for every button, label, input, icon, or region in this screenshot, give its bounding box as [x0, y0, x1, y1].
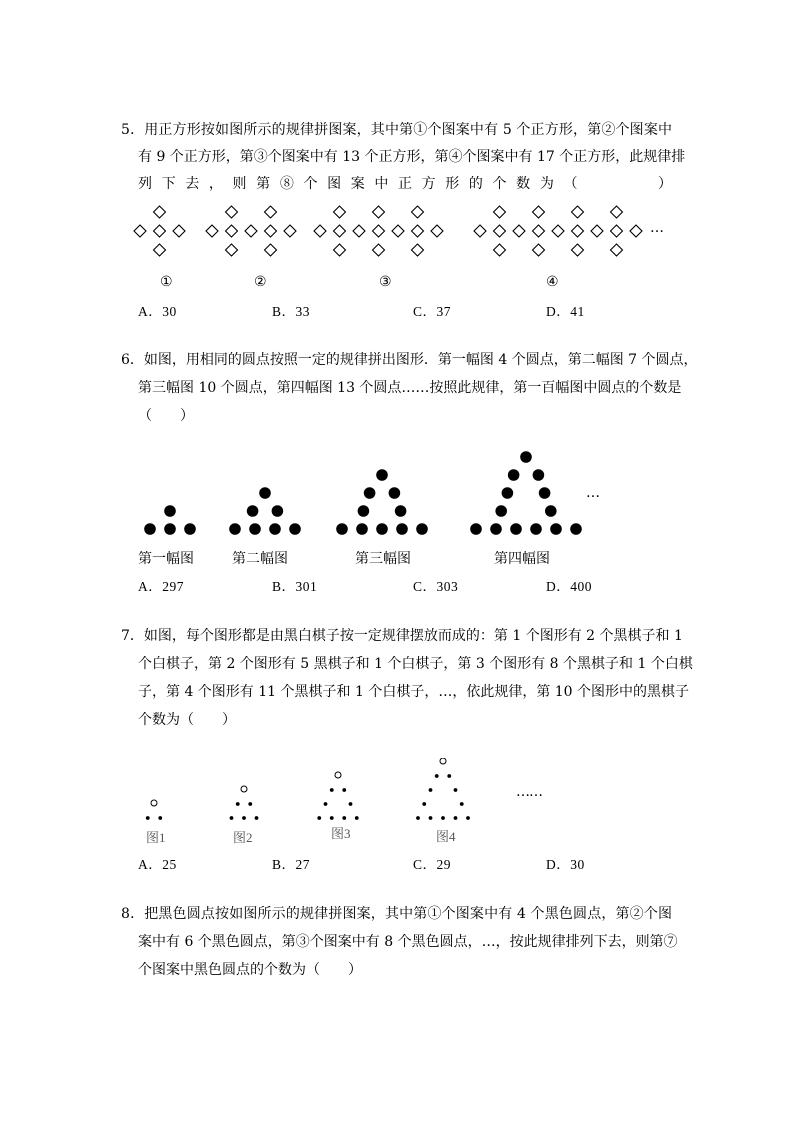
q5-option-d[interactable]: D．41 — [546, 304, 585, 319]
q6-figure-3 — [336, 469, 428, 535]
diamond-square — [513, 225, 525, 237]
q8-line-2: 案中有 6 个黑色圆点，第③个图案中有 8 个黑色圆点，…，按此规律排列下去，则第⑦ — [138, 934, 678, 950]
diamond-square — [334, 244, 346, 256]
q7-caption-4: 图4 — [436, 829, 456, 844]
black-piece — [355, 816, 359, 820]
diamond-square — [392, 225, 404, 237]
q6-figure-1 — [144, 505, 196, 535]
diamond-square — [533, 206, 545, 218]
diamond-square — [611, 225, 623, 237]
diamond-square — [373, 225, 385, 237]
q6-option-a[interactable]: A．297 — [138, 579, 184, 594]
q6-option-b[interactable]: B．301 — [272, 579, 318, 594]
black-dot — [247, 505, 259, 517]
diamond-square — [265, 206, 277, 218]
black-dot — [164, 505, 176, 517]
q7-line-4: 个数为（ ） — [138, 712, 236, 728]
q6-dot-triangles — [140, 430, 590, 542]
diamond-square — [611, 206, 623, 218]
q5-pattern-4 — [474, 206, 642, 256]
black-dot — [164, 523, 176, 535]
black-piece — [255, 816, 259, 820]
black-dot — [229, 523, 241, 535]
black-dot — [249, 523, 261, 535]
diamond-square — [431, 225, 443, 237]
q7-option-d[interactable]: D．30 — [546, 857, 585, 872]
diamond-square — [314, 225, 326, 237]
diamond-square — [533, 225, 545, 237]
q6-caption-4: 第四幅图 — [494, 551, 550, 567]
black-dot — [416, 523, 428, 535]
black-piece — [454, 788, 458, 792]
q5-ellipsis: … — [650, 220, 664, 236]
diamond-square — [206, 225, 218, 237]
black-dot — [533, 469, 545, 481]
q6-line-2: 第三幅图 10 个圆点，第四幅图 13 个圆点……按照此规律，第一百幅图中圆点的个数是 — [138, 380, 682, 396]
black-piece — [349, 802, 353, 806]
black-piece — [447, 774, 451, 778]
q6-caption-1: 第一幅图 — [138, 551, 194, 567]
q7-figure-2 — [230, 786, 259, 820]
q5-line-1: 5．用正方形按如图所示的规律拼图案，其中第①个图案中有 5 个正方形，第②个图案中 — [121, 122, 672, 138]
q7-option-a[interactable]: A．25 — [138, 857, 177, 872]
black-dot — [336, 523, 348, 535]
q7-caption-3: 图3 — [331, 826, 351, 841]
black-dot — [510, 523, 522, 535]
black-dot — [184, 523, 196, 535]
black-piece — [330, 788, 334, 792]
black-piece — [158, 816, 162, 820]
black-dot — [520, 451, 532, 463]
q6-option-c[interactable]: C．303 — [413, 579, 459, 594]
black-piece — [416, 816, 420, 820]
diamond-square — [226, 244, 238, 256]
diamond-square — [494, 225, 506, 237]
diamond-square — [474, 225, 486, 237]
q5-label-1: ① — [160, 274, 173, 290]
diamond-square — [611, 244, 623, 256]
black-dot — [259, 487, 271, 499]
black-piece — [236, 802, 240, 806]
q6-caption-2: 第二幅图 — [232, 551, 288, 567]
black-dot — [395, 505, 407, 517]
black-piece — [330, 816, 334, 820]
q5-line-3: 列下去，则第⑧个图案中正方形的个数为（ ） — [138, 176, 672, 192]
q8-line-1: 8．把黑色圆点按如图所示的规律拼图案，其中第①个图案中有 4 个黑色圆点，第②个图 — [121, 906, 672, 922]
q7-option-b[interactable]: B．27 — [272, 857, 311, 872]
diamond-square — [154, 206, 166, 218]
black-dot — [144, 523, 156, 535]
black-dot — [356, 523, 368, 535]
white-piece — [440, 758, 446, 764]
black-dot — [539, 487, 551, 499]
black-piece — [146, 816, 150, 820]
q7-line-2: 个白棋子，第 2 个图形有 5 黑棋子和 1 个白棋子，第 3 个图形有 8 个黑棋子和 1 个白棋 — [138, 656, 693, 672]
q5-diamond-patterns — [130, 198, 670, 268]
q5-label-2: ② — [254, 274, 267, 290]
black-dot — [289, 523, 301, 535]
black-piece — [429, 816, 433, 820]
q7-line-1: 7．如图，每个图形都是由黑白棋子按一定规律摆放而成的：第 1 个图形有 2 个黑棋子和 1 — [121, 628, 683, 644]
q7-line-3: 子，第 4 个图形有 11 个黑棋子和 1 个白棋子，…，依此规律，第 10 个图形中的黑棋子 — [138, 684, 690, 700]
black-dot — [495, 505, 507, 517]
q7-ellipsis: …… — [516, 784, 542, 800]
diamond-square — [226, 225, 238, 237]
diamond-square — [226, 206, 238, 218]
q5-pattern-3 — [314, 206, 443, 256]
diamond-square — [284, 225, 296, 237]
q5-pattern-2 — [206, 206, 296, 256]
black-dot — [269, 523, 281, 535]
q7-caption-2: 图2 — [233, 830, 253, 845]
black-piece — [242, 816, 246, 820]
black-dot — [545, 505, 557, 517]
white-piece — [241, 786, 247, 792]
diamond-square — [494, 244, 506, 256]
diamond-square — [134, 225, 146, 237]
diamond-square — [154, 244, 166, 256]
diamond-square — [265, 225, 277, 237]
q5-pattern-1 — [134, 206, 185, 256]
black-dot — [502, 487, 514, 499]
q5-line-2: 有 9 个正方形，第③个图案中有 13 个正方形，第④个图案中有 17 个正方形，此规律排 — [138, 149, 686, 165]
black-dot — [530, 523, 542, 535]
q8-line-3: 个图案中黑色圆点的个数为（ ） — [138, 962, 362, 978]
diamond-square — [334, 225, 346, 237]
diamond-square — [265, 244, 277, 256]
black-piece — [342, 788, 346, 792]
diamond-square — [353, 225, 365, 237]
black-piece — [441, 816, 445, 820]
q6-ellipsis: … — [586, 485, 600, 501]
q6-figure-2 — [229, 487, 301, 535]
diamond-square — [373, 244, 385, 256]
q7-figure-4 — [416, 758, 470, 820]
black-dot — [376, 523, 388, 535]
black-dot — [396, 523, 408, 535]
diamond-square — [572, 244, 584, 256]
black-dot — [490, 523, 502, 535]
q6-figure-4 — [470, 451, 582, 535]
black-dot — [358, 505, 370, 517]
diamond-square — [572, 206, 584, 218]
diamond-square — [412, 206, 424, 218]
diamond-square — [173, 225, 185, 237]
q6-line-3: （ ） — [138, 408, 194, 424]
black-piece — [324, 802, 328, 806]
diamond-square — [334, 206, 346, 218]
black-dot — [550, 523, 562, 535]
q7-figure-1 — [146, 800, 162, 820]
black-piece — [342, 816, 346, 820]
black-piece — [429, 788, 433, 792]
black-dot — [389, 487, 401, 499]
black-dot — [272, 505, 284, 517]
black-piece — [230, 816, 234, 820]
black-dot — [570, 523, 582, 535]
diamond-square — [412, 244, 424, 256]
q7-chess-pieces — [130, 758, 570, 824]
diamond-square — [572, 225, 584, 237]
black-dot — [470, 523, 482, 535]
q5-option-c[interactable]: C．37 — [413, 304, 452, 319]
white-piece — [335, 772, 341, 778]
black-dot — [508, 469, 520, 481]
diamond-square — [245, 225, 257, 237]
q5-label-4: ④ — [546, 274, 559, 290]
black-piece — [435, 774, 439, 778]
diamond-square — [591, 225, 603, 237]
q5-label-3: ③ — [379, 274, 392, 290]
black-dot — [364, 487, 376, 499]
q6-line-1: 6．如图，用相同的圆点按照一定的规律拼出图形．第一幅图 4 个圆点，第二幅图 7 个圆点， — [121, 352, 698, 368]
white-piece — [151, 800, 157, 806]
q7-option-c[interactable]: C．29 — [413, 857, 452, 872]
q7-figure-3 — [317, 772, 358, 820]
q6-caption-3: 第三幅图 — [355, 551, 411, 567]
diamond-square — [154, 225, 166, 237]
diamond-square — [552, 225, 564, 237]
black-dot — [376, 469, 388, 481]
black-piece — [466, 816, 470, 820]
black-piece — [317, 816, 321, 820]
diamond-square — [494, 206, 506, 218]
black-piece — [454, 816, 458, 820]
q5-option-b[interactable]: B．33 — [272, 304, 311, 319]
black-piece — [248, 802, 252, 806]
black-piece — [422, 802, 426, 806]
diamond-square — [373, 206, 385, 218]
diamond-square — [412, 225, 424, 237]
diamond-square — [630, 225, 642, 237]
q5-option-a[interactable]: A．30 — [138, 304, 177, 319]
q6-option-d[interactable]: D．400 — [546, 579, 592, 594]
black-piece — [460, 802, 464, 806]
q7-caption-1: 图1 — [146, 830, 166, 845]
diamond-square — [533, 244, 545, 256]
